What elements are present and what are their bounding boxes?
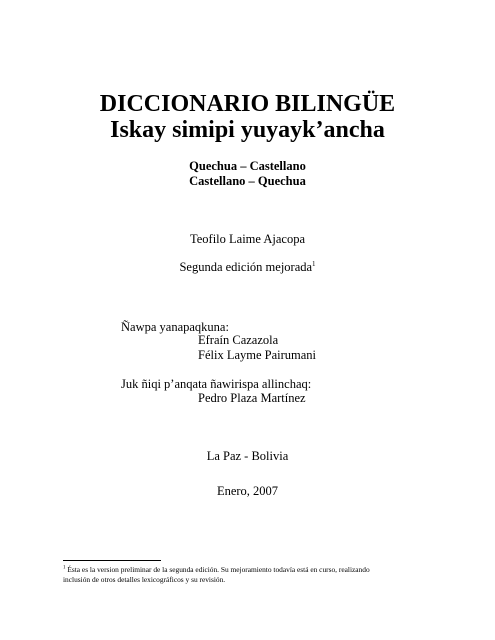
footnote-separator [63, 560, 161, 561]
footnote-mark: 1 [63, 565, 66, 571]
title-spanish: DICCIONARIO BILINGÜE [99, 91, 396, 117]
publication-place: La Paz - Bolivia [206, 449, 289, 463]
edition-text: Segunda edición mejorada [179, 260, 313, 274]
collaborator-name-1: Efraín Cazazola [198, 333, 279, 347]
reviewer-label: Juk ñiqi p’anqata ñawirispa allinchaq: [121, 377, 312, 391]
reviewer-name: Pedro Plaza Martínez [198, 391, 306, 405]
languages-line-1: Quechua – Castellano [189, 159, 306, 173]
author-name: Teofilo Laime Ajacopa [189, 232, 306, 246]
edition-footnote-mark: 1 [312, 259, 316, 268]
footnote [63, 565, 443, 585]
collaborator-name-2: Félix Layme Pairumani [198, 348, 317, 362]
publication-date: Enero, 2007 [216, 484, 279, 498]
languages-line-2: Castellano – Quechua [189, 174, 306, 188]
footnote-line-1: $^1$ Ésta es la version preliminar de la segunda edición. Su mejoramiento todavía está en curso, realizando [63, 565, 370, 574]
collaborators-label: Ñawpa yanapaqkuna: [121, 320, 229, 334]
footnote-line-2: inclusión de otros detalles lexicográficos y su revisión. [63, 575, 226, 584]
edition-line [0, 259, 495, 275]
title-quechua: Iskay simipi yuyayk’ancha [110, 117, 385, 143]
